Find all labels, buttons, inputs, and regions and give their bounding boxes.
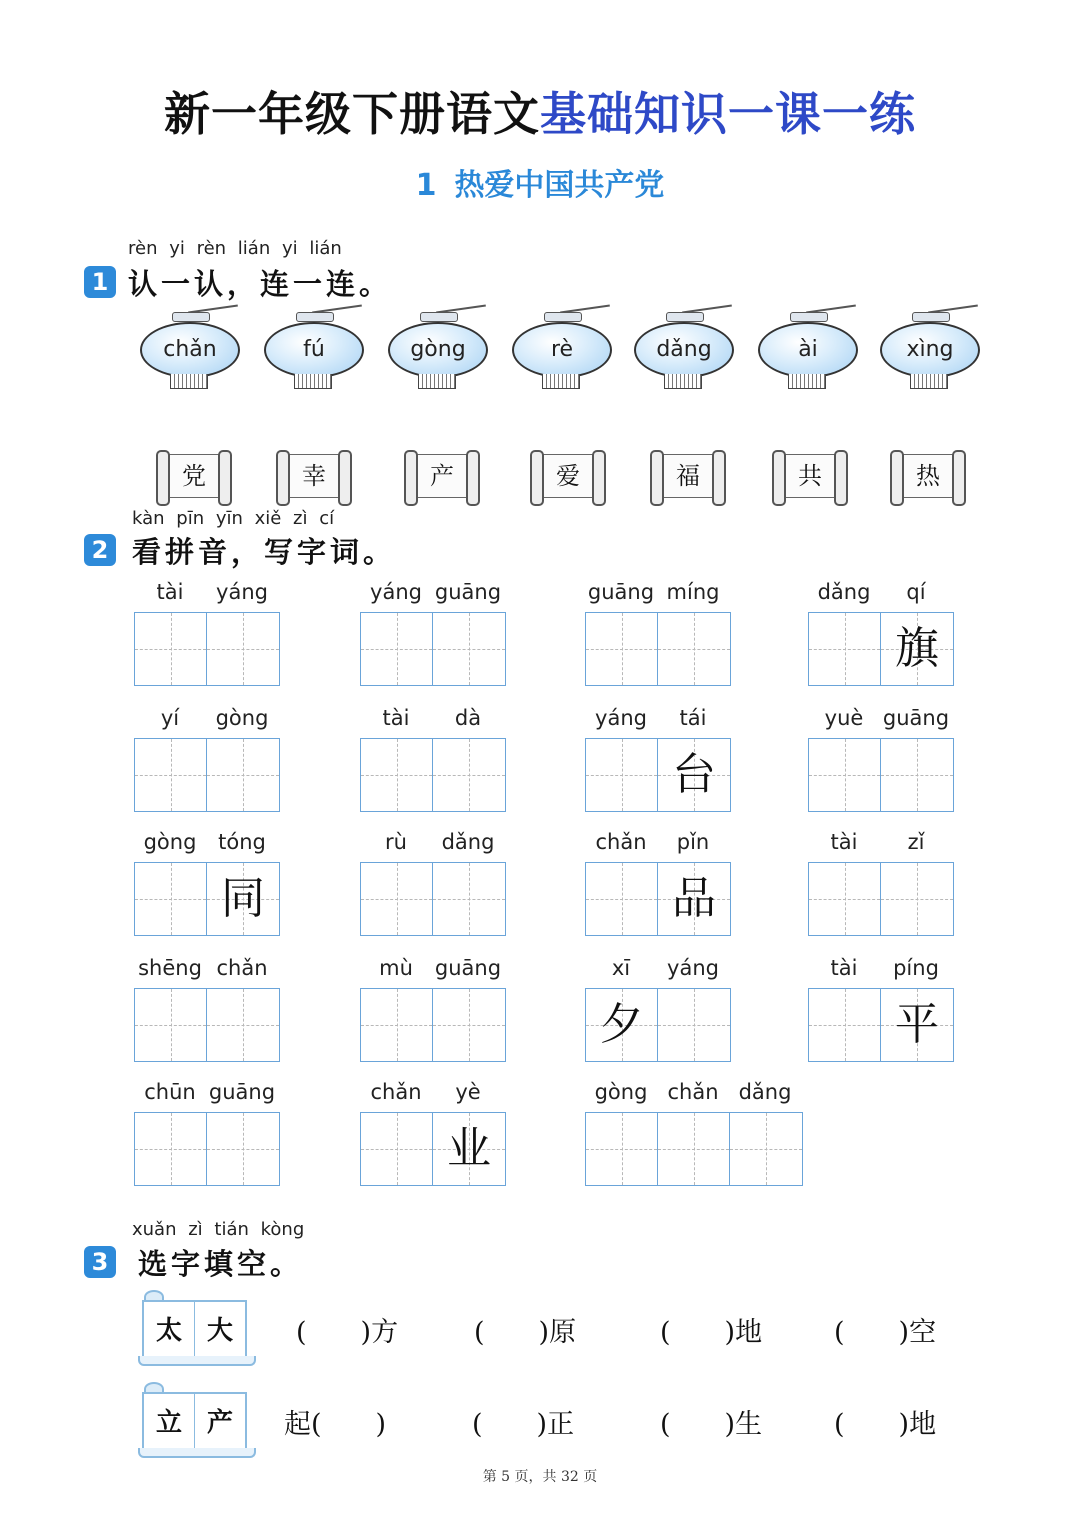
cell-character [809,739,880,811]
scroll-card[interactable] [772,452,846,500]
writing-cell[interactable] [658,613,730,685]
word-pinyin [585,1080,801,1104]
scroll-character: 幸 [284,454,344,498]
word-pinyin [360,580,504,604]
cell-character: 台 [672,749,716,800]
writing-cell[interactable] [881,863,953,935]
writing-cell[interactable] [135,1113,207,1185]
cell-character [433,989,505,1061]
writing-cell[interactable] [809,613,881,685]
section1-badge: 1 [84,266,116,298]
pinyin-syllable: dǎng [738,1080,792,1104]
cell-character [881,863,953,935]
word-pinyin [360,1080,504,1104]
scroll-card[interactable] [890,452,964,500]
pinyin-syllable: guāng [587,580,655,604]
scroll-card[interactable] [650,452,724,500]
lantern-pinyin: gòng [388,322,488,378]
pinyin-syllable: tài [156,580,184,604]
writing-cell[interactable] [658,989,730,1061]
writing-grid [585,738,731,812]
cell-character [586,863,657,935]
cell-character [658,1113,729,1185]
lantern-tassel [294,374,332,389]
writing-cell[interactable] [433,739,505,811]
writing-cell[interactable] [361,863,433,935]
pinyin-syllable: yáng [370,580,422,604]
cell-character: 同 [221,873,265,924]
pinyin-syllable: dǎng [817,580,871,604]
title-part2: 基础知识一课一练 [540,87,916,141]
section3-pinyin: xuǎn zì tián kòng [132,1219,305,1240]
pinyin-syllable: yè [455,1080,481,1104]
writing-grid [585,988,731,1062]
writing-grid [134,988,280,1062]
cell-character [207,989,279,1061]
scroll-roll-left [276,450,290,506]
writing-cell[interactable] [586,613,658,685]
word-book [140,1300,250,1366]
pinyin-syllable: tài [382,706,410,730]
pinyin-syllable: gòng [594,1080,648,1104]
cell-character [207,739,279,811]
scroll-roll-left [530,450,544,506]
cell-character: 旗 [895,623,939,674]
word-book [140,1392,250,1458]
lantern-pinyin: fú [264,322,364,378]
writing-grid [134,738,280,812]
fill-blank[interactable]: ( )正 [472,1409,575,1440]
word-pinyin [585,706,729,730]
writing-cell[interactable] [881,613,953,685]
writing-cell[interactable] [361,739,433,811]
pinyin-syllable: chǎn [216,956,268,980]
section2-title: 看拼音，写字词。 [132,535,397,569]
word-pinyin [360,706,504,730]
page-title [0,78,1080,144]
pinyin-syllable: yuè [824,706,864,730]
lesson-number: 1 [415,168,437,203]
scroll-card[interactable] [156,452,230,500]
writing-grid [360,1112,506,1186]
pinyin-syllable: chūn [144,1080,196,1104]
scroll-character: 共 [780,454,840,498]
lantern[interactable] [512,312,612,402]
cell-character [433,863,505,935]
book-choice-right: 大 [194,1300,247,1362]
lantern[interactable] [140,312,240,402]
fill-blank[interactable]: ( )原 [474,1317,577,1348]
pinyin-syllable: tái [679,706,707,730]
pinyin-syllable: dà [454,706,482,730]
cell-character: 夕 [599,999,644,1050]
fill-blank[interactable]: ( )地 [660,1317,763,1348]
scroll-roll-left [156,450,170,506]
scroll-card[interactable] [276,452,350,500]
pinyin-syllable: tóng [218,830,266,854]
pinyin-syllable: yáng [216,580,268,604]
word-pinyin [360,830,504,854]
cell-character [809,863,880,935]
scroll-character: 党 [164,454,224,498]
writing-grid [808,988,954,1062]
fill-blank[interactable]: ( )方 [296,1317,399,1348]
word-pinyin [808,706,952,730]
scroll-roll-right [338,450,352,506]
word-pinyin [808,580,952,604]
cell-character [658,989,730,1061]
pinyin-syllable: tài [830,956,858,980]
cell-character [361,989,432,1061]
lantern-pinyin: dǎng [634,322,734,378]
scroll-card[interactable] [530,452,604,500]
section3-title: 选字填空。 [138,1247,304,1281]
section1-title: 认一认，连一连。 [128,267,393,301]
writing-cell[interactable] [809,863,881,935]
writing-cell[interactable] [135,863,207,935]
book-cover [138,1448,256,1458]
lantern[interactable] [634,312,734,402]
pinyin-syllable: yí [160,706,180,730]
lantern[interactable] [758,312,858,402]
writing-cell[interactable] [207,863,279,935]
word-pinyin [134,956,278,980]
fill-blank[interactable]: ( )空 [834,1317,937,1348]
writing-cell[interactable] [207,989,279,1061]
writing-grid [808,612,954,686]
scroll-character: 爱 [538,454,598,498]
cell-character [658,613,730,685]
scroll-roll-right [952,450,966,506]
lantern-tassel [788,374,826,389]
cell-character [586,613,657,685]
scroll-character: 福 [658,454,718,498]
writing-cell[interactable] [586,1113,658,1185]
scroll-roll-right [218,450,232,506]
lantern-cap [544,312,582,322]
scroll-roll-right [592,450,606,506]
writing-cell[interactable] [361,1113,433,1185]
writing-grid [360,988,506,1062]
pinyin-syllable: pǐn [676,830,710,854]
lantern-cap [790,312,828,322]
writing-grid [360,612,506,686]
scroll-roll-left [650,450,664,506]
word-pinyin [134,580,278,604]
pinyin-syllable: xī [611,956,631,980]
pinyin-syllable: chǎn [370,1080,422,1104]
pinyin-syllable: shēng [138,956,202,980]
word-pinyin [808,830,952,854]
cell-character: 平 [895,999,939,1050]
lantern[interactable] [880,312,980,402]
word-pinyin [134,1080,278,1104]
writing-cell[interactable] [361,989,433,1061]
pinyin-syllable: guāng [434,956,502,980]
writing-cell[interactable] [881,989,953,1061]
pinyin-syllable: dǎng [441,830,495,854]
word-pinyin [134,830,278,854]
cell-character [586,739,657,811]
book-cover [138,1356,256,1366]
scroll-character: 热 [898,454,958,498]
book-choice-left: 太 [142,1300,195,1362]
pinyin-syllable: píng [893,956,939,980]
lantern-tassel [170,374,208,389]
writing-cell[interactable] [361,613,433,685]
writing-cell[interactable] [658,863,730,935]
writing-grid [134,1112,280,1186]
writing-cell[interactable] [207,739,279,811]
fill-blank[interactable]: ( )地 [834,1409,937,1440]
fill-blank[interactable]: ( )生 [660,1409,763,1440]
lantern-tassel [418,374,456,389]
word-pinyin [585,956,729,980]
page-footer: 第 5 页，共 32 页 [482,1469,598,1485]
section3-badge: 3 [84,1246,116,1278]
scroll-roll-right [466,450,480,506]
cell-character [135,1113,206,1185]
cell-character [135,739,206,811]
pinyin-syllable: guāng [434,580,502,604]
writing-grid [808,738,954,812]
writing-cell[interactable] [586,863,658,935]
writing-grid [360,738,506,812]
pinyin-syllable: chǎn [595,830,647,854]
writing-cell[interactable] [809,739,881,811]
cell-character [135,863,206,935]
cell-character [586,1113,657,1185]
word-pinyin [134,706,278,730]
word-pinyin [585,580,729,604]
scroll-roll-right [834,450,848,506]
section2-badge: 2 [84,534,116,566]
title-part1: 新一年级下册语文 [164,87,540,141]
writing-cell[interactable] [433,1113,505,1185]
lantern-tassel [664,374,702,389]
lantern-cap [420,312,458,322]
pinyin-syllable: zǐ [907,830,925,854]
pinyin-syllable: yáng [667,956,719,980]
lantern-cap [666,312,704,322]
writing-cell[interactable] [135,989,207,1061]
writing-grid [808,862,954,936]
pinyin-syllable: míng [666,580,720,604]
scroll-roll-left [890,450,904,506]
writing-cell[interactable] [135,739,207,811]
cell-character [207,613,279,685]
writing-grid [585,612,731,686]
writing-grid [585,862,731,936]
word-pinyin [360,956,504,980]
writing-cell[interactable] [881,739,953,811]
lantern-pinyin: ài [758,322,858,378]
section1-pinyin: rèn yi rèn lián yi lián [128,238,342,259]
pinyin-syllable: tài [830,830,858,854]
cell-character [135,989,206,1061]
pinyin-syllable: qí [906,580,926,604]
lantern[interactable] [264,312,364,402]
writing-grid [585,1112,803,1186]
writing-cell[interactable] [207,1113,279,1185]
scroll-card[interactable] [404,452,478,500]
writing-cell[interactable] [135,613,207,685]
cell-character: 品 [672,873,716,924]
writing-grid [134,862,280,936]
scroll-roll-left [772,450,786,506]
writing-cell[interactable] [730,1113,802,1185]
word-pinyin [808,956,952,980]
section2-pinyin: kàn pīn yīn xiě zì cí [132,508,335,529]
lantern-tassel [910,374,948,389]
pinyin-syllable: guāng [208,1080,276,1104]
cell-character [207,1113,279,1185]
lantern-cap [296,312,334,322]
lesson-name: 热爱中国共产党 [454,168,665,203]
cell-character [361,739,432,811]
fill-blank[interactable]: 起( ) [284,1409,387,1440]
cell-character [361,863,432,935]
book-choice-right: 产 [194,1392,247,1454]
writing-cell[interactable] [433,863,505,935]
lantern-pinyin: xìng [880,322,980,378]
scroll-roll-left [404,450,418,506]
writing-cell[interactable] [658,1113,730,1185]
pinyin-syllable: gòng [215,706,269,730]
writing-grid [134,612,280,686]
lantern-cap [172,312,210,322]
writing-cell[interactable] [586,989,658,1061]
cell-character [361,1113,432,1185]
cell-character [809,989,880,1061]
cell-character [433,739,505,811]
cell-character: 业 [447,1123,491,1174]
writing-cell[interactable] [809,989,881,1061]
pinyin-syllable: chǎn [667,1080,719,1104]
pinyin-syllable: gòng [143,830,197,854]
pinyin-syllable: mù [379,956,413,980]
cell-character [135,613,206,685]
lantern-pinyin: rè [512,322,612,378]
pinyin-syllable: guāng [882,706,950,730]
writing-cell[interactable] [658,739,730,811]
book-choice-left: 立 [142,1392,195,1454]
writing-cell[interactable] [586,739,658,811]
cell-character [361,613,432,685]
pinyin-syllable: rù [385,830,407,854]
cell-character [881,739,953,811]
word-pinyin [585,830,729,854]
scroll-character: 产 [412,454,472,498]
lantern-tassel [542,374,580,389]
pinyin-syllable: yáng [595,706,647,730]
writing-cell[interactable] [433,989,505,1061]
lantern[interactable] [388,312,488,402]
lesson-title [0,160,1080,204]
writing-grid [360,862,506,936]
lantern-cap [912,312,950,322]
cell-character [809,613,880,685]
scroll-roll-right [712,450,726,506]
cell-character [433,613,505,685]
writing-cell[interactable] [433,613,505,685]
lantern-pinyin: chǎn [140,322,240,378]
cell-character [730,1113,802,1185]
writing-cell[interactable] [207,613,279,685]
